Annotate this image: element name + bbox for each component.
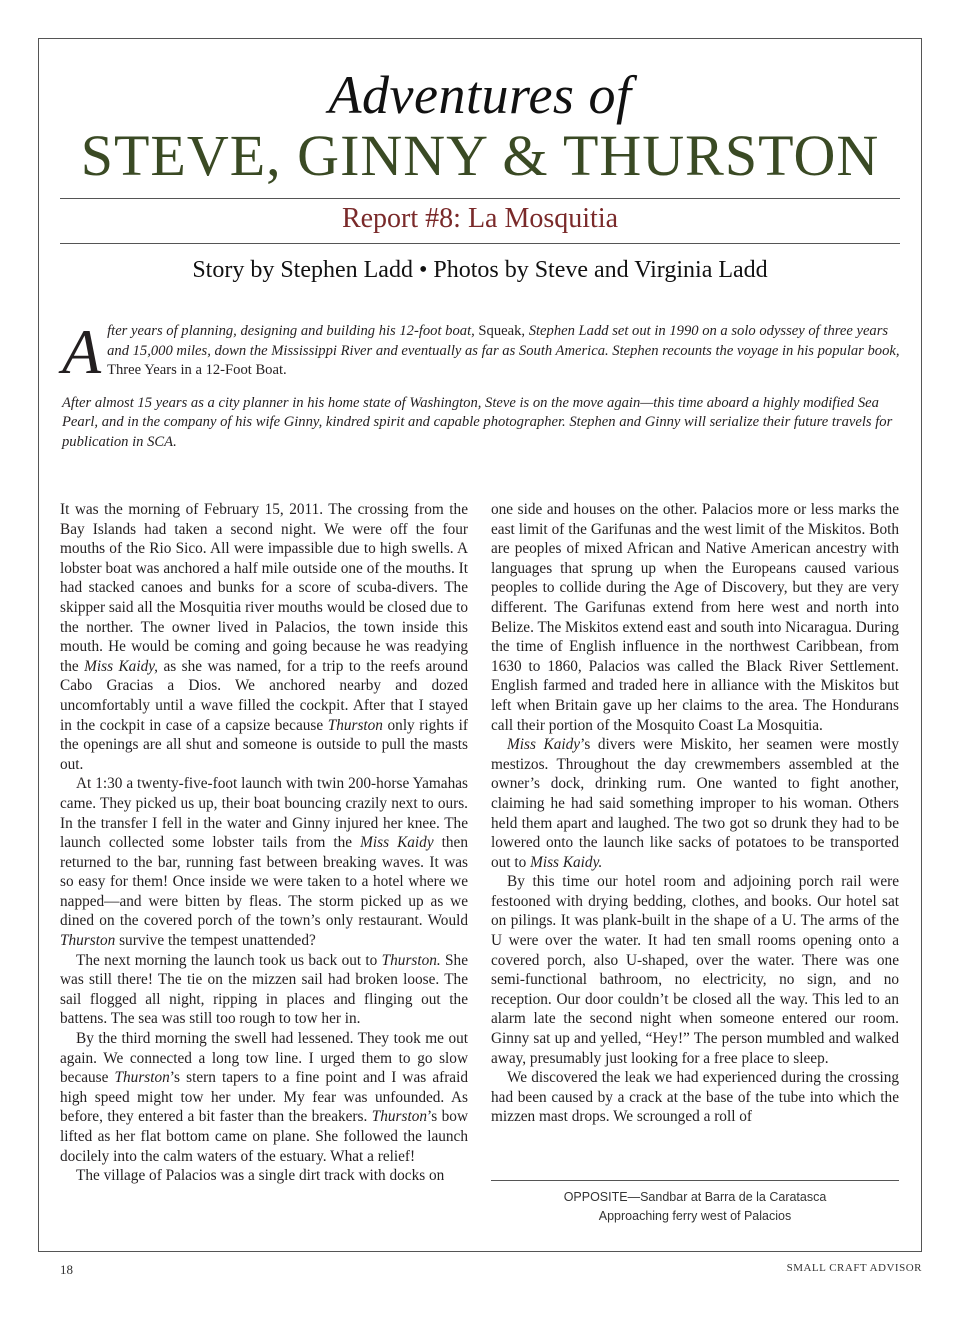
title-rule-top bbox=[60, 198, 900, 199]
body-paragraph: By the third morning the swell had lessened. They took me out again. We connected a long tow line. I urged them to go slow because Thurston’s stern tapers to a fine point and I was afraid high speed might tow her under. My fear was unfounded. As before, they entered a bit faster than the breakers. Thurston’s bow lifted as her flat bottom came on plane. She followed the launch docilely into the calm waters of the estuary. What a relief! bbox=[60, 1030, 469, 1165]
body-paragraph: The village of Palacios was a single dirt track with docks on bbox=[76, 1167, 445, 1185]
magazine-name: SMALL CRAFT ADVISOR bbox=[786, 1262, 922, 1274]
body-column-left bbox=[60, 500, 468, 1186]
byline: Story by Stephen Ladd • Photos by Steve and Virginia Ladd bbox=[192, 257, 768, 283]
caption-line-1: OPPOSITE—Sandbar at Barra de la Caratasca bbox=[563, 1190, 827, 1204]
body-column-right bbox=[491, 500, 899, 1127]
intro-paragraph-2: After almost 15 years as a city planner in his home state of Washington, Steve is on the move again—this time aboard a highly modified Sea Pearl, and in the company of his wife Ginny, kindred spirit and capable photographer. Stephen and Ginny will serialize their future travels for publication in SCA. bbox=[62, 394, 893, 450]
caption-line-2: Approaching ferry west of Palacios bbox=[598, 1209, 792, 1223]
body-paragraph: Miss Kaidy’s divers were Miskito, her seamen were mostly mestizos. Throughout the day crewmembers assembled at the owner’s dock, drinking rum. One wanted to fight another, claiming he had said something improper to his woman. Others held them apart and laughed. The two got so drunk they had to be lowered onto the launch like sacks of potatoes to be transported out to Miss Kaidy. bbox=[491, 736, 899, 871]
book-title: Three Years in a 12-Foot Boat. bbox=[107, 362, 287, 378]
boat-name: Squeak, bbox=[478, 323, 526, 339]
drop-cap: A bbox=[62, 316, 102, 387]
body-paragraph: At 1:30 a twenty-five-foot launch with twin 200-horse Yamahas came. They picked us up, their boat bouncing crazily next to ours. In the transfer I fell in the water and Ginny injured her knee. The launch collected some lobster tails from the Miss Kaidy then returned to the bar, running fast between breaking waves. It was so easy for them! Once inside we were taken to a hotel where we napped—and were bitten by fleas. The storm picked up as we dined on the covered porch of the town’s only restaurant. Would Thurston survive the tempest unattended? bbox=[60, 775, 468, 950]
intro-block bbox=[62, 316, 904, 452]
intro-paragraph-1: After years of planning, designing and building his 12-foot boat, Squeak, Stephen Ladd set out in 1990 on a solo odyssey of three years and 15,000 miles, down the Mississippi River and eventually as far as South America. Stephen recounts the voyage in his popular book, Three Years in a 12-Foot Boat. bbox=[62, 316, 900, 387]
page-number: 18 bbox=[60, 1262, 73, 1277]
title-rule-bottom bbox=[60, 243, 900, 244]
body-paragraph: one side and houses on the other. Palacios more or less marks the east limit of the Garifunas and the west limit of the Miskitos. Both are peoples of mixed African and Native American ancestry with languages that sprung up when the Europeans caused various peoples to collide during the Age of Discovery, but they are very different. The Garifunas extend from here west and north into Belize. The Miskitos extend east and south into Nicaragua. During the time of English influence in the northwest Caribbean, from 1630 to 1860, Palacios was called the Black River Settlement. English farmed and traded here in alliance with the Miskitos but left when Britain gave up her claims to the area. The Hondurans call their portion of the Mosquito Coast La Mosquitia. bbox=[491, 501, 899, 734]
page-title: STEVE, GINNY & THURSTON bbox=[80, 123, 880, 188]
photo-caption bbox=[491, 1188, 899, 1226]
body-paragraph: By this time our hotel room and adjoining porch rail were festooned with drying bedding, clothes, and books. Our hotel sat on pilings. It was plank-built in the shape of a U. The arms of the U were over the water. It had ten small rooms opening onto a covered porch, also U-shaped, over the water. There was one semi-functional bathroom, no electricity, no sign, and no reception. Our door couldn’t be closed all the way. This led to an alarm late the second night when someone entered our room. Ginny sat up and yelled, “Hey!” The person mumbled and walked away, presumably just looking for a free place to sleep. bbox=[491, 873, 899, 1067]
body-paragraph: It was the morning of February 15, 2011. The crossing from the Bay Islands had taken a second night. We were off the four mouths of the Rio Sico. All were impassible due to high swells. A lobster boat was anchored a half mile outside one of the mouths. It had stacked canoes and bunks for a score of scuba-divers. The skipper said all the Mosquitia river mouths would be closed due to the norther. The owner lived in Palacios, the town inside this mouth. He would be coming and going because he was readying the Miss Kaidy, as she was named, for a trip to the reefs around Cabo Gracias a Dios. We anchored nearby and dozed uncomfortably until a wave filled the cockpit. After that I stayed in the cockpit in case of a capsize because Thurston only rights if the openings are all shut and someone is outside to pull the masts out. bbox=[60, 501, 468, 773]
report-subtitle: Report #8: La Mosquitia bbox=[341, 203, 619, 234]
caption-rule bbox=[491, 1180, 899, 1181]
body-paragraph: The next morning the launch took us back out to Thurston. She was still there! The tie on the mizzen sail had broken loose. The sail flogged all night, ripping in places and flinging out the battens. The sea was still too rough to tow her in. bbox=[60, 951, 468, 1028]
body-paragraph: We discovered the leak we had experienced during the crossing had been caused by a crack at the base of the tube into which the mizzen mast drops. We scrounged a roll of bbox=[491, 1069, 899, 1126]
title-kicker: Adventures of bbox=[328, 65, 632, 125]
